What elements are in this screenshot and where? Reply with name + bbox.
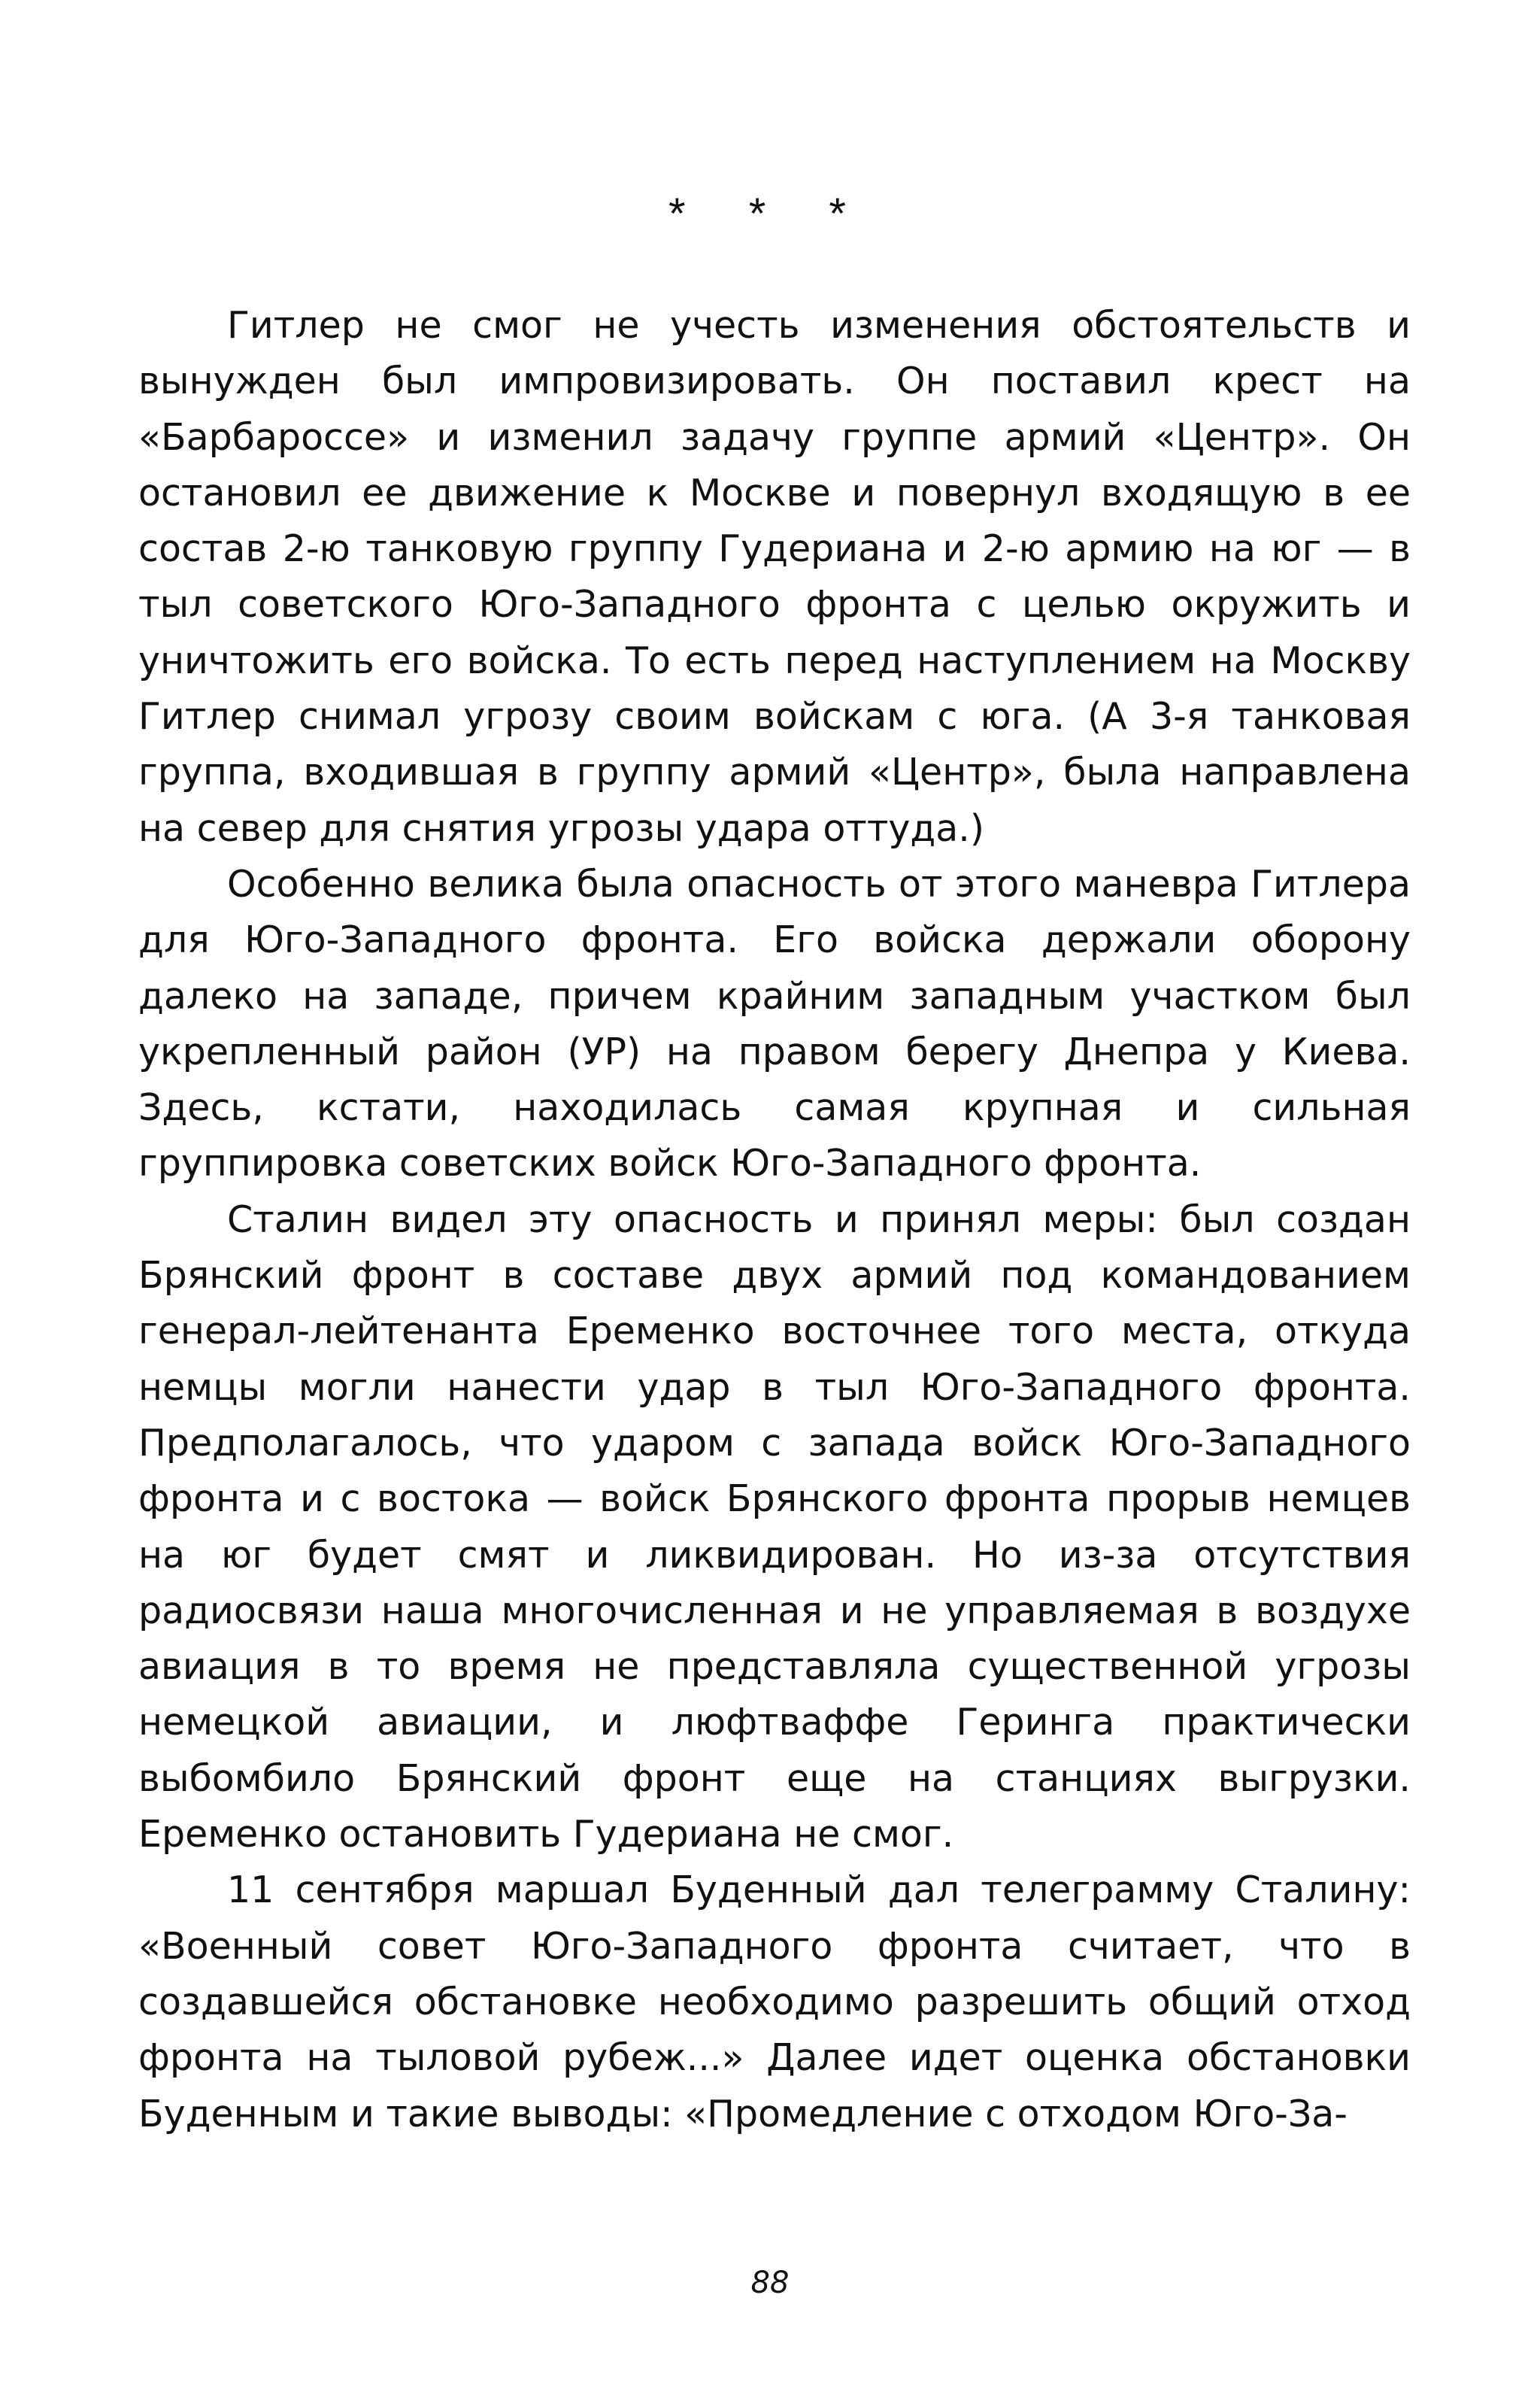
paragraph-2: Особенно велика была опасность от этого маневра Гитлера для Юго-Западного фронта. Его войска держали оборону далеко на западе, причем крайним западным участком был укрепленный район (УР) на правом берегу Днепра у Киева. Здесь, кстати, находилась самая крупная и сильная группировка советских войск Юго-Западного фронта. [138, 862, 1411, 1185]
paragraph-3: Сталин видел эту опасность и принял меры: был создан Брянский фронт в составе двух армий под командованием генерал-лейтенанта Еременко восточнее того места, откуда немцы могли нанести удар в тыл Юго-Западного фронта. Предполагалось, что ударом с запада войск Юго-Западного фронта и с востока — войск Брянского фронта прорыв немцев на юг будет смят и ликвидирован. Но из-за отсутствия радиосвязи наша многочисленная и не управляемая в воздухе авиация в то время не представляла существенной угрозы немецкой авиации, и люфтваффе Геринга практически выбомбило Брянский фронт еще на станциях выгрузки. Еременко остановить Гудериана не смог. [138, 1197, 1411, 1856]
page-number: 88 [750, 2266, 790, 2300]
body-text [138, 298, 1411, 2142]
paragraph-4: 11 сентября маршал Буденный дал телеграмму Сталину: «Военный совет Юго-Западного фронта считает, что в создавшейся обстановке необходимо разрешить общий отход фронта на тыловой рубеж...» Далее идет оценка обстановки Буденным и такие выводы: «Промедление с отходом Юго-За- [138, 1868, 1411, 2135]
section-separator: * * * [668, 190, 872, 238]
paragraph-1: Гитлер не смог не учесть изменения обстоятельств и вынужден был импровизировать. Он поставил крест на «Барбароссе» и изменил задачу группе армий «Центр». Он остановил ее движение к Москве и повернул входящую в ее состав 2-ю танковую группу Гудериана и 2-ю армию на юг — в тыл советского Юго-Западного фронта с целью окружить и уничтожить его войска. То есть перед наступлением на Москву Гитлер снимал угрозу своим войскам с юга. (А 3-я танковая группа, входившая в группу армий «Центр», была направлена на север для снятия угрозы удара оттуда.) [138, 304, 1411, 850]
